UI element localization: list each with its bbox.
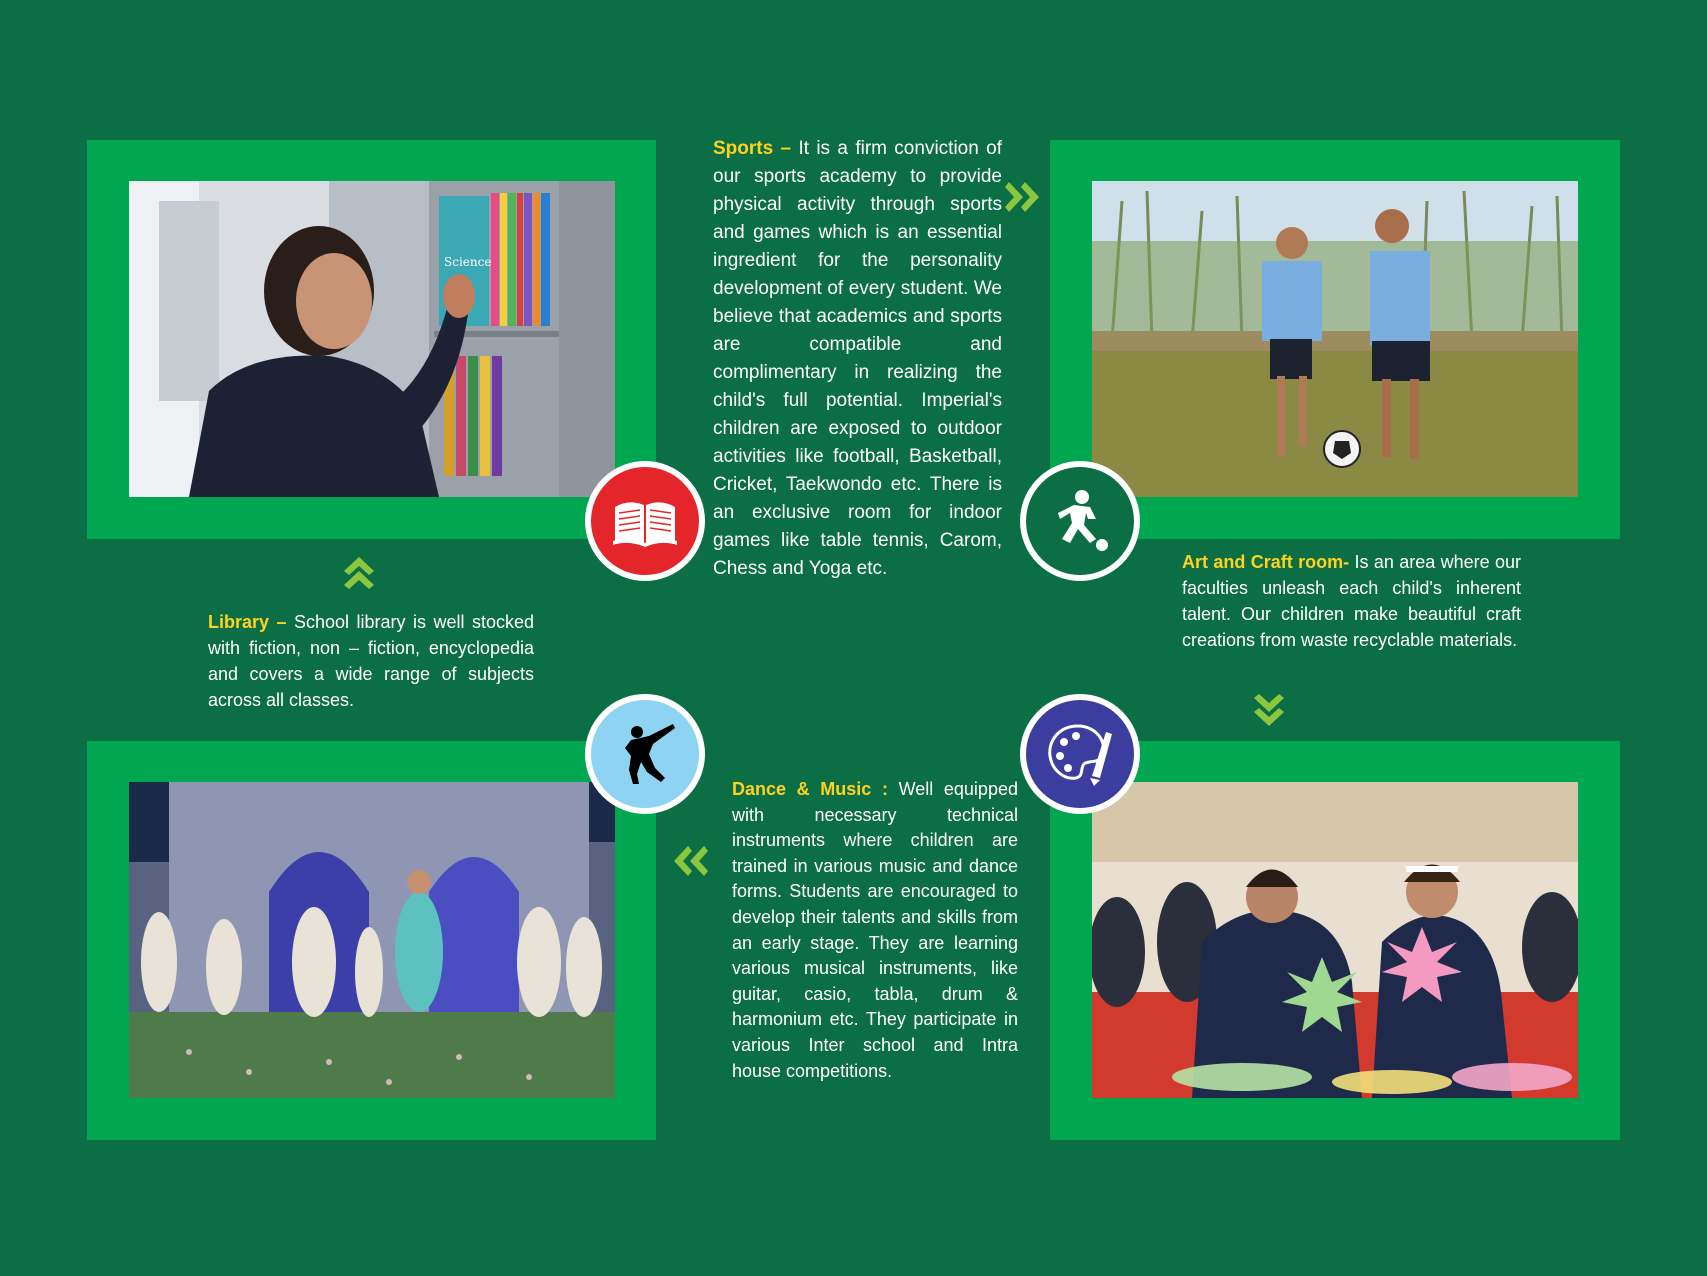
sports-photo: [1092, 181, 1578, 497]
science-book-label: Science: [444, 255, 492, 269]
sports-text: [713, 135, 1002, 583]
dance-heading: Dance & Music :: [732, 779, 888, 799]
sports-body: It is a firm conviction of our sports academy to provide physical activity through sports and games which is an essential ingredient for the personality development of every student. We believe that academics and sports are compatible and complimentary in realizing the child's full potential. Imperial's children are exposed to outdoor activities like football, Basketball, Cricket, Taekwondo etc. There is an exclusive room for indoor games like table tennis, Carom, Chess and Yoga etc.: [713, 138, 1002, 579]
art-badge: [1020, 694, 1140, 814]
dance-body: Well equipped with necessary technical instruments where children are trained in various music and dance forms. Students are encouraged to develop their talents and skills from an early stage. They are learning various musical instruments, like guitar, casio, tabla, drum & harmonium etc. They participate in various Inter school and Intra house competitions.: [732, 779, 1018, 1081]
library-photo: [129, 181, 615, 497]
dancer-icon: [609, 718, 681, 790]
library-heading: Library –: [208, 612, 287, 632]
sports-badge: [1020, 461, 1140, 581]
dance-photo: [129, 782, 615, 1098]
library-text: [208, 609, 534, 713]
chevron-down-icon: [1250, 694, 1288, 732]
sports-heading: Sports –: [713, 138, 792, 159]
art-photo: [1092, 782, 1578, 1098]
dance-text: [732, 777, 1018, 1084]
art-heading: Art and Craft room-: [1182, 552, 1350, 572]
library-body: School library is well stocked with fiction, non – fiction, encyclopedia and covers a wide range of subjects across all classes.: [208, 612, 534, 710]
football-player-icon: [1044, 485, 1116, 557]
chevron-right-icon: [1005, 178, 1045, 216]
dance-badge: [585, 694, 705, 814]
art-body: Is an area where our faculties unleash each child's inherent talent. Our children make beautiful craft creations from waste recyclable materials.: [1182, 552, 1522, 650]
open-book-icon: [609, 485, 681, 557]
library-badge: [585, 461, 705, 581]
art-text: [1182, 549, 1521, 653]
chevron-up-icon: [340, 553, 378, 591]
chevron-left-icon: [668, 842, 708, 880]
palette-brush-icon: [1044, 718, 1116, 790]
